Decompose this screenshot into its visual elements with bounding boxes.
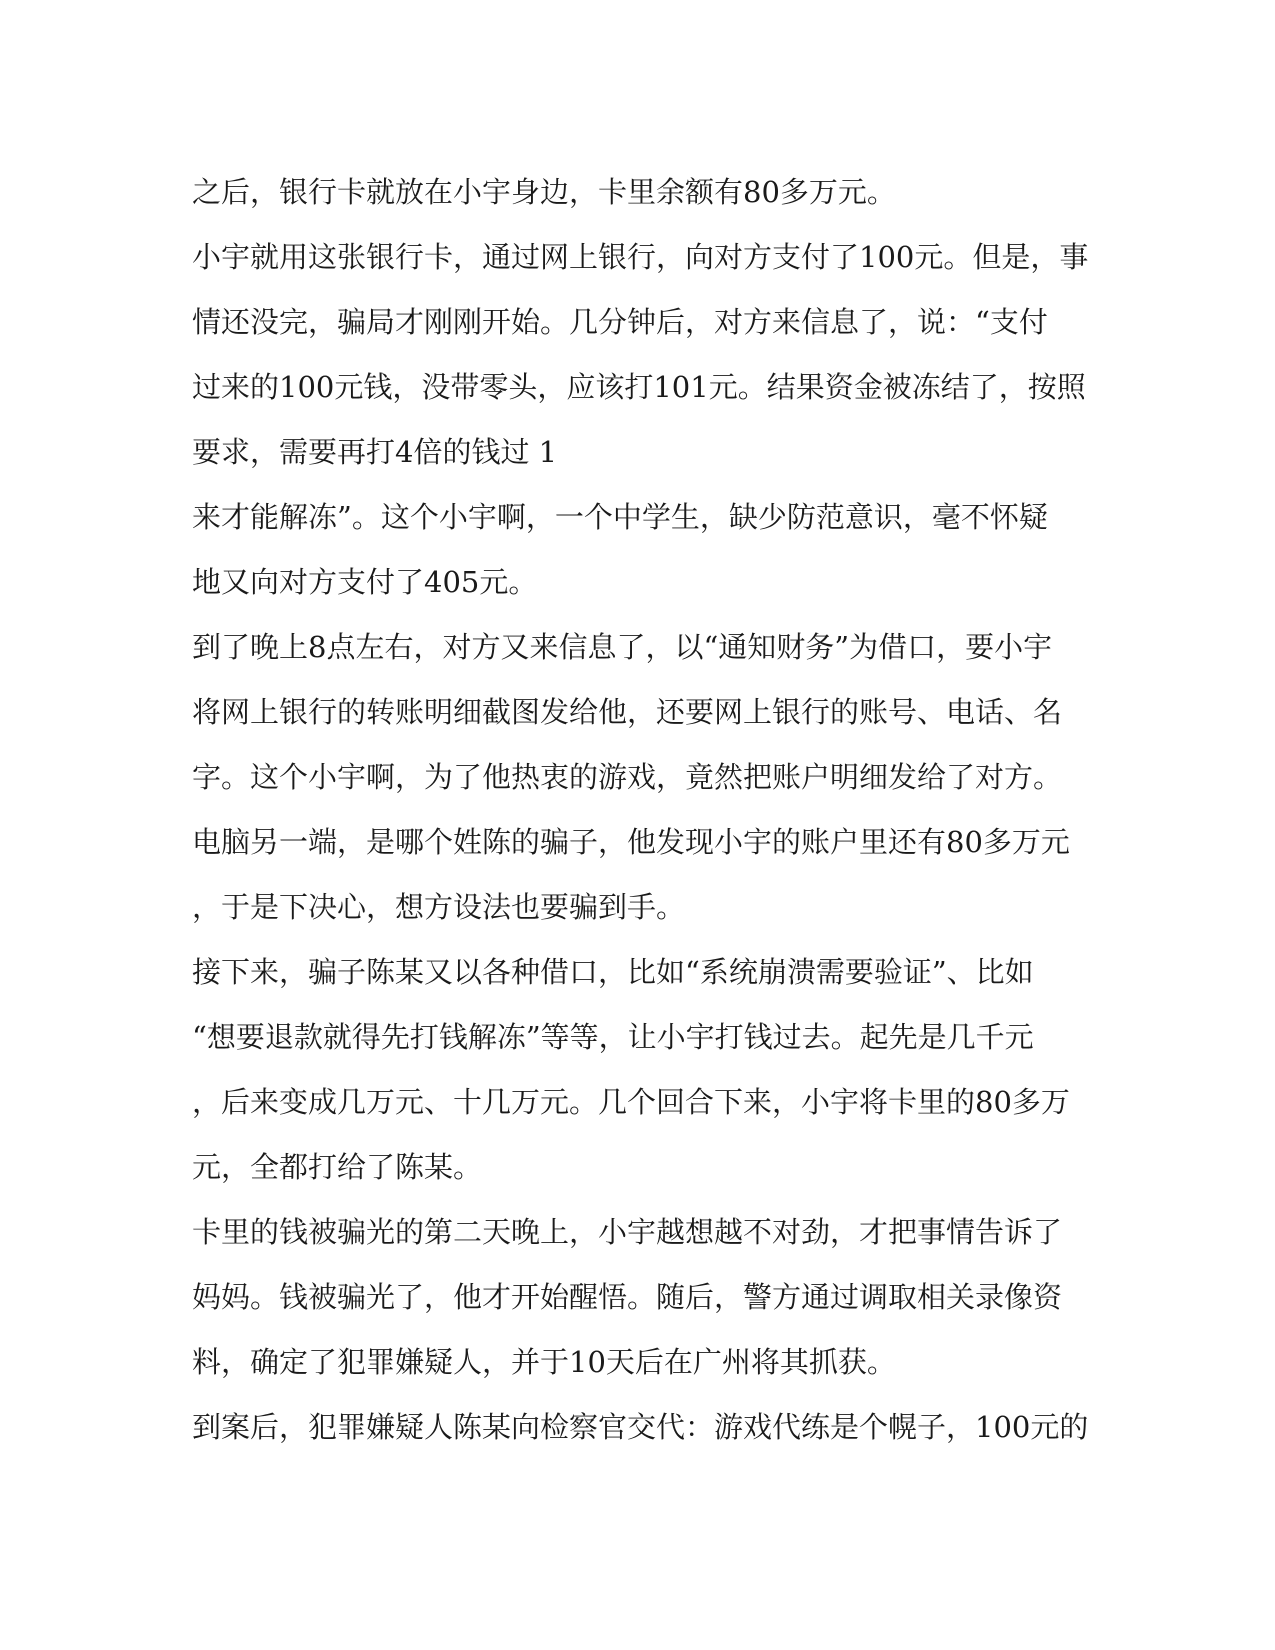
text-line: 元，全都打给了陈某。	[192, 1150, 483, 1184]
text-line: “想要退款就得先打钱解冻”等等，让小宇打钱过去。起先是几千元	[192, 1020, 1034, 1054]
text-line: 电脑另一端，是哪个姓陈的骗子，他发现小宇的账户里还有80多万元	[192, 825, 1070, 859]
text-line: 将网上银行的转账明细截图发给他，还要网上银行的账号、电话、名	[192, 695, 1063, 729]
text-line: 来才能解冻”。这个小宇啊，一个中学生，缺少防范意识，毫不怀疑	[192, 500, 1048, 534]
body-text	[192, 160, 1092, 1460]
text-line: 过来的100元钱，没带零头，应该打101元。结果资金被冻结了，按照	[192, 370, 1086, 404]
text-line: 到了晚上8点左右，对方又来信息了，以“通知财务”为借口，要小宇	[192, 630, 1053, 664]
text-line: 要求，需要再打4倍的钱过 1	[192, 435, 558, 469]
text-line: ，于是下决心，想方设法也要骗到手。	[192, 890, 686, 924]
text-line: 料，确定了犯罪嫌疑人，并于10天后在广州将其抓获。	[192, 1345, 896, 1379]
text-line: 情还没完，骗局才刚刚开始。几分钟后，对方来信息了，说：“支付	[192, 305, 1048, 339]
text-line: 卡里的钱被骗光的第二天晚上，小宇越想越不对劲，才把事情告诉了	[192, 1215, 1063, 1249]
text-line: ，后来变成几万元、十几万元。几个回合下来，小宇将卡里的80多万	[192, 1085, 1070, 1119]
text-line: 到案后，犯罪嫌疑人陈某向检察官交代：游戏代练是个幌子，100元的	[192, 1410, 1089, 1444]
text-line: 字。这个小宇啊，为了他热衷的游戏，竟然把账户明细发给了对方。	[192, 760, 1063, 794]
text-line: 小宇就用这张银行卡，通过网上银行，向对方支付了100元。但是，事	[192, 240, 1089, 274]
text-line: 之后，银行卡就放在小宇身边，卡里余额有80多万元。	[192, 175, 896, 209]
text-line: 接下来，骗子陈某又以各种借口，比如“系统崩溃需要验证”、比如	[192, 955, 1034, 989]
text-line: 地又向对方支付了405元。	[192, 565, 538, 599]
text-line: 妈妈。钱被骗光了，他才开始醒悟。随后，警方通过调取相关录像资	[192, 1280, 1063, 1314]
